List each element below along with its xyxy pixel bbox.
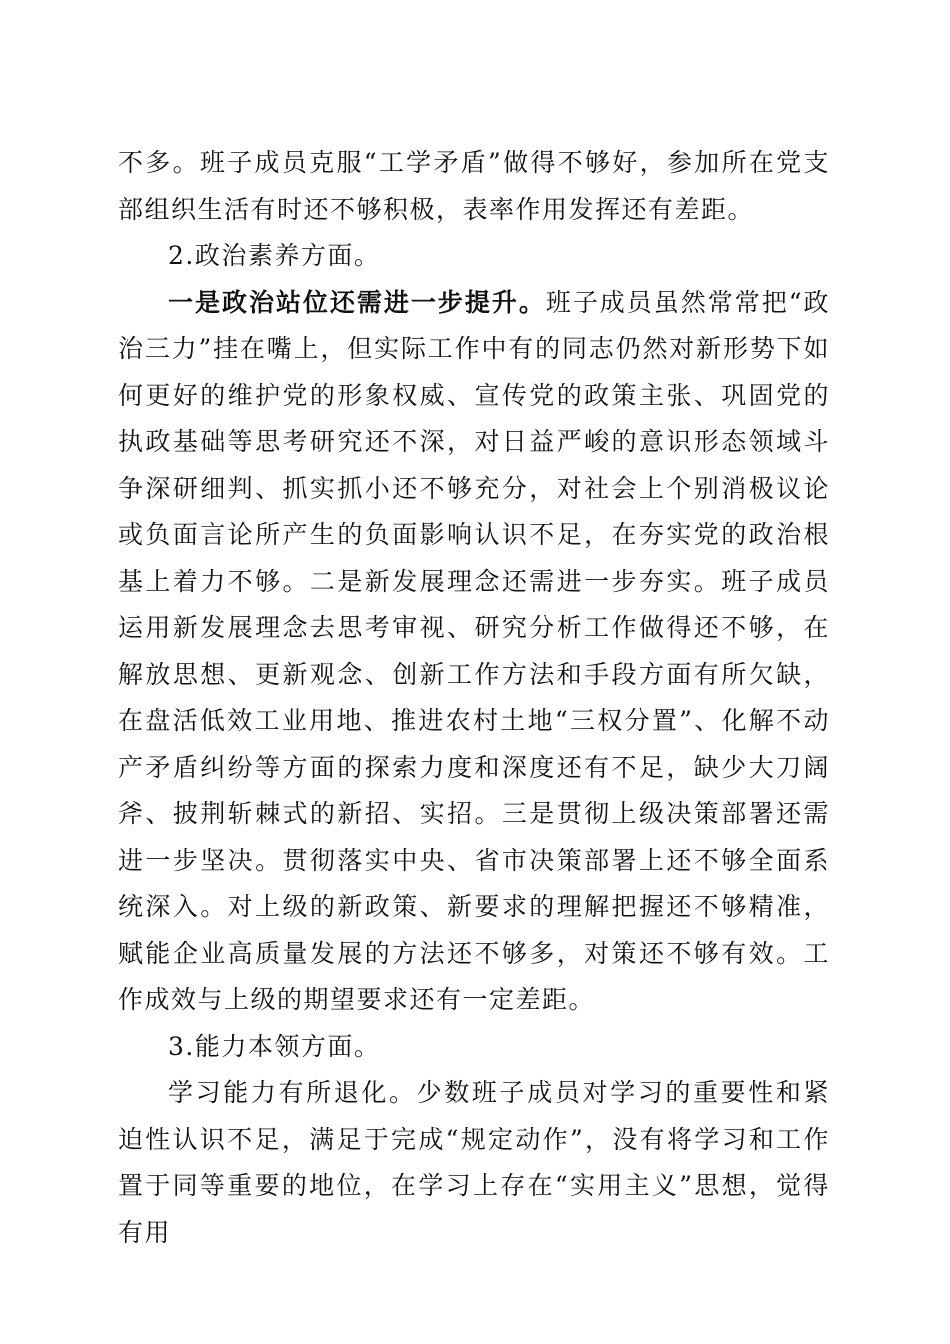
paragraph-capability: 学习能力有所退化。少数班子成员对学习的重要性和紧迫性认识不足，满足于完成“规定动作”，没有将学习和工作置于同等重要的地位，在学习上存在“实用主义”思想，觉得有用 [118, 1078, 830, 1247]
paragraph-political-quality [118, 280, 830, 1024]
document-body [118, 140, 830, 1256]
section-heading-political-quality: 2.政治素养方面。 [168, 241, 381, 270]
paragraph-body-text: 班子成员虽然常常把“政治三力”挂在嘴上，但实际工作中有的同志仍然对新形势下如何更好的维护党的形象权威、宣传党的政策主张、巩固党的执政基础等思考研究还不深，对日益严峻的意识形态领域斗争深研细判、抓实抓小还不够充分，对社会上个别消极议论或负面言论所产生的负面影响认识不足，在夯实党的政治根基上着力不够。二是新发展理念还需进一步夯实。班子成员运用新发展理念去思考审视、研究分析工作做得还不够，在解放思想、更新观念、创新工作方法和手段方面有所欠缺，在盘活低效工业用地、推进农村土地“三权分置”、化解不动产矛盾纠纷等方面的探索力度和深度还有不足，缺少大刀阔斧、披荆斩棘式的新招、实招。三是贯彻上级决策部署还需进一步坚决。贯彻落实中央、省市决策部署上还不够全面系统深入。对上级的新政策、新要求的理解把握还不够精准，赋能企业高质量发展的方法还不够多，对策还不够有效。工作成效与上级的期望要求还有一定差距。 [118, 287, 830, 1014]
section-heading-capability: 3.能力本领方面。 [168, 1031, 381, 1061]
paragraph-continuation: 不多。班子成员克服“工学矛盾”做得不够好，参加所在党支部组织生活有时还不够积极，表率作用发挥还有差距。 [118, 148, 830, 224]
paragraph-lead-sentence: 一是政治站位还需进一步提升。 [168, 287, 546, 317]
